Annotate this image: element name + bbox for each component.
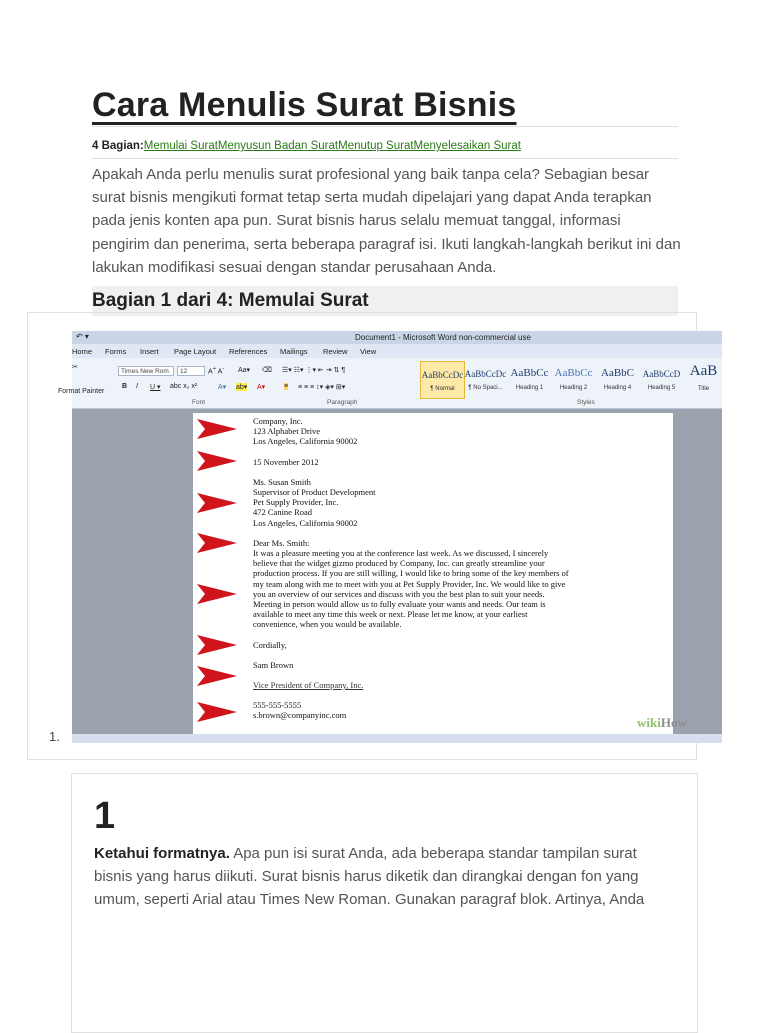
font-size-box[interactable]: 12	[177, 366, 205, 376]
word-screenshot[interactable]	[58, 331, 722, 743]
section-link-menutup[interactable]: Menutup Surat	[338, 140, 414, 152]
red-arrow-icon	[197, 700, 237, 724]
tab-view[interactable]: View	[360, 347, 377, 356]
recipient-name: Ms. Susan Smith	[253, 476, 311, 487]
recipient-company: Pet Supply Provider, Inc.	[253, 497, 339, 508]
quick-access-icon: ↶ ▾	[76, 332, 89, 341]
sender-phone: 555-555-5555	[253, 700, 302, 711]
ribbon-tabs	[72, 344, 722, 358]
align-left-icon[interactable]: ≡	[284, 383, 289, 390]
section-link-memulai[interactable]: Memulai Surat	[143, 140, 218, 152]
recipient-address-line-2: Los Angeles, California 90002	[253, 517, 358, 528]
body-line: It was a pleasure meeting you at the conference last week. As we discussed, I sincerely	[253, 548, 549, 559]
part-heading: Bagian 1 dari 4: Memulai Surat	[92, 286, 678, 316]
body-line: available to meet any time this week or next. Please let me know, at your earliest	[253, 609, 528, 620]
sender-title: Vice President of Company, Inc.	[253, 680, 364, 691]
signature-name: Sam Brown	[253, 659, 294, 670]
window-title: Document1 - Microsoft Word non-commercial use	[355, 333, 531, 342]
step-number: 1	[94, 795, 116, 837]
page-title: Cara Menulis Surat Bisnis	[92, 86, 517, 124]
step-body: Apa pun isi surat Anda, ada beberapa standar tampilan surat bisnis yang harus diikuti. Surat bisnis harus diketik dan dirangkai dengan fon yang umum, seperti Arial atau Times New Roman. Gunakan paragraf blok. Artinya, Anda	[94, 845, 645, 909]
clear-format-icon[interactable]: ⌫	[262, 367, 272, 374]
style-heading-2[interactable]: AaBbCc Heading 2	[554, 367, 593, 391]
body-line: production process. If you are still willing, I would like to bring some of the key members of	[253, 568, 569, 579]
bullets-icon[interactable]: ☰▾ ☷▾ ⋮▾ ⇤ ⇥ ⇅ ¶	[282, 367, 346, 374]
body-line: convenience, when you would be available.	[253, 619, 402, 630]
body-line: Meeting in person would allow us to fully evaluate your wants and needs. Our team is	[253, 599, 546, 610]
figure-number: 1.	[49, 729, 60, 744]
red-arrow-icon	[197, 417, 237, 441]
document-page[interactable]	[193, 413, 673, 743]
style-heading-4[interactable]: AaBbC Heading 4	[601, 367, 634, 391]
red-arrow-icon	[197, 531, 237, 555]
red-arrow-icon	[197, 449, 237, 473]
intro-paragraph: Apakah Anda perlu menulis surat profesional yang baik tanpa cela? Sebagian besar surat bisnis mengikuti format tetap serta mudah dipelajari yang dapat Anda terapkan pada jenis konten apa pun. Surat bisnis harus selalu memuat tanggal, informasi pengirim dan penerima, serta beberapa paragraf isi. Ikuti langkah-langkah berikut ini dan lakukan modifikasi sesuai dengan standar perusahaan Anda.	[92, 166, 681, 276]
letter-text[interactable]	[253, 416, 663, 721]
section-nav-label: 4 Bagian:	[92, 140, 144, 152]
body-line: believe that the widget gizmo produced by Company, Inc. can greatly streamline your	[253, 558, 545, 569]
tab-references[interactable]: References	[229, 347, 268, 356]
font-name-box[interactable]: Times New Rom	[118, 366, 174, 376]
sender-address-line-2: Los Angeles, California 90002	[253, 436, 358, 447]
tab-mailings[interactable]: Mailings	[280, 347, 308, 356]
align-center-icon[interactable]: ≡ ≡ ≡ ↕▾ ◈▾ ⊞▾	[298, 384, 346, 391]
format-painter-button[interactable]: Format Painter	[58, 388, 105, 395]
sender-email: s.brown@companyinc.com	[253, 710, 347, 721]
divider	[92, 158, 678, 159]
underline-icon[interactable]: U ▾	[150, 384, 161, 391]
clipboard-icon[interactable]: ✂	[72, 364, 78, 371]
bold-icon[interactable]: B	[122, 383, 128, 390]
letter-date: 15 November 2012	[253, 456, 319, 467]
status-bar	[72, 734, 722, 743]
wikihow-watermark: wikiHow	[637, 715, 687, 730]
section-link-menyusun[interactable]: Menyusun Badan Surat	[217, 140, 339, 152]
style-normal[interactable]: AaBbCcDc ¶ Normal	[420, 361, 465, 399]
red-arrow-icon	[197, 582, 237, 606]
red-arrow-icon	[197, 491, 237, 515]
tab-page-layout[interactable]: Page Layout	[174, 347, 217, 356]
closing: Cordially,	[253, 639, 287, 650]
styles-group-label: Styles	[577, 399, 595, 406]
red-arrow-icon	[197, 664, 237, 688]
sender-company: Company, Inc.	[253, 416, 303, 426]
recipient-title: Supervisor of Product Development	[253, 487, 376, 498]
step-title: Ketahui formatnya.	[94, 845, 230, 862]
strikethrough-icon[interactable]: abc x₂ x²	[170, 383, 198, 390]
font-group-label: Font	[192, 399, 206, 406]
grow-font-icon[interactable]: A+ A-	[208, 366, 225, 376]
section-link-menyelesaikan[interactable]: Menyelesaikan Surat	[413, 140, 521, 152]
sender-address-line-1: 123 Alphabet Drive	[253, 426, 321, 437]
recipient-address-line-1: 472 Canine Road	[253, 507, 313, 518]
body-line: my team along with me to meet with you at Pet Supply Provider, Inc. We would like to give	[253, 578, 566, 589]
text-effects-icon[interactable]: A▾	[218, 384, 227, 391]
tab-home[interactable]: Home	[72, 347, 93, 356]
body-line: you an overview of our services and discuss with you the best plan to suit your needs.	[253, 588, 545, 599]
style-title[interactable]: AaB Title	[689, 363, 718, 392]
section-nav	[92, 140, 521, 152]
italic-icon[interactable]: I	[136, 383, 138, 390]
style-no-spacing[interactable]: AaBbCcDc ¶ No Spaci...	[464, 369, 507, 391]
step-text	[94, 842, 666, 912]
change-case-icon[interactable]: Aa▾	[238, 367, 251, 374]
divider	[92, 126, 678, 127]
highlight-icon[interactable]: ab▾	[236, 384, 248, 391]
font-color-icon[interactable]: A▾	[257, 384, 266, 391]
style-heading-1[interactable]: AaBbCc Heading 1	[510, 367, 549, 391]
red-arrow-icon	[197, 633, 237, 657]
salutation: Dear Ms. Smith:	[253, 537, 310, 548]
paragraph-group-label: Paragraph	[327, 399, 358, 406]
ribbon	[58, 358, 722, 409]
tab-insert[interactable]: Insert	[140, 347, 159, 356]
style-heading-5[interactable]: AaBbCcD Heading 5	[642, 369, 681, 391]
word-titlebar	[72, 331, 722, 344]
tab-forms[interactable]: Forms	[105, 347, 127, 356]
tab-review[interactable]: Review	[323, 347, 348, 356]
